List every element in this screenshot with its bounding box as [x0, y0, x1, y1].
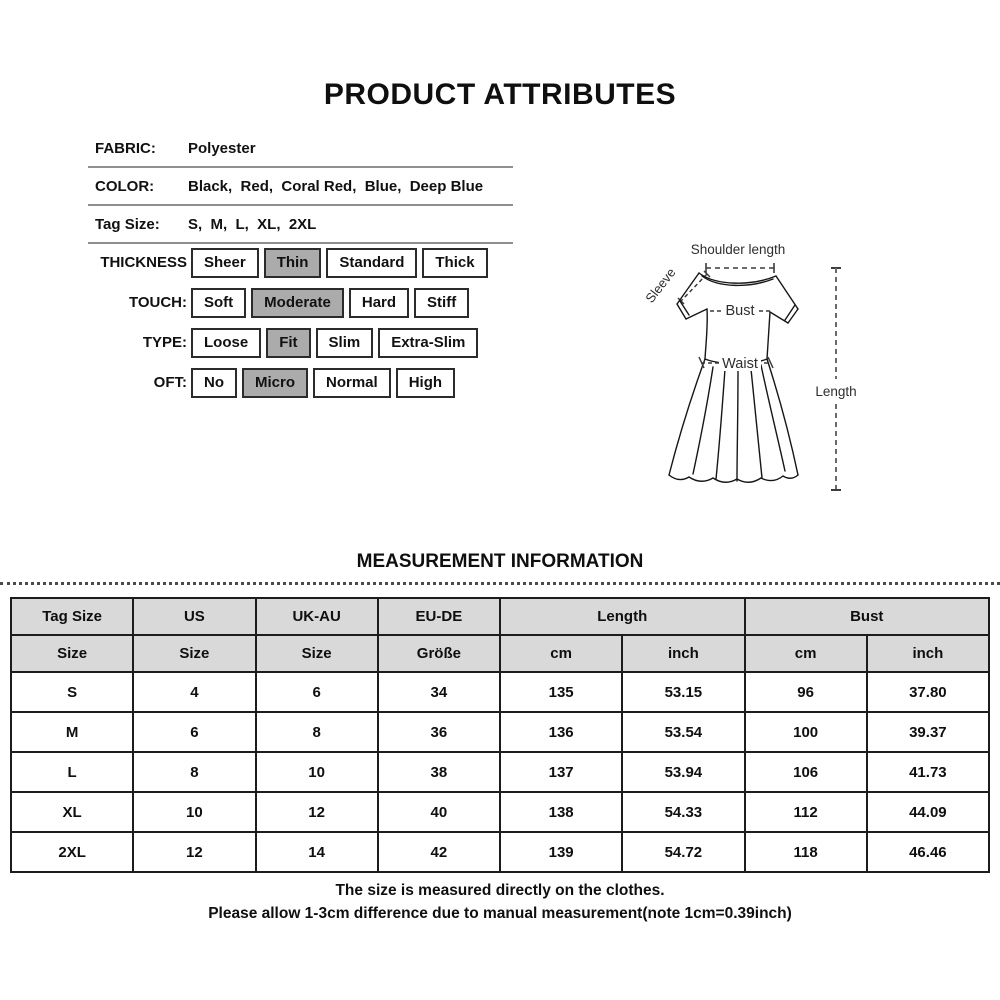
- option-chip-group-oft: [191, 368, 455, 398]
- sleeve-measure-line: [678, 271, 710, 304]
- option-chip-micro[interactable]: Micro: [242, 368, 308, 398]
- length-label: Length: [815, 384, 857, 399]
- measurement-title: MEASUREMENT INFORMATION: [356, 551, 644, 572]
- attribute-row-tag-size: [88, 206, 513, 244]
- attribute-label-fabric: FABRIC:: [95, 139, 156, 157]
- option-chip-soft[interactable]: Soft: [191, 288, 246, 318]
- option-chip-fit[interactable]: Fit: [266, 328, 310, 358]
- size-cell: 137: [500, 752, 622, 792]
- size-table-header-row-2: [11, 635, 989, 672]
- attribute-value-fabric: Polyester: [188, 139, 256, 157]
- size-cell-tag: 2XL: [11, 832, 133, 872]
- option-chip-stiff[interactable]: Stiff: [414, 288, 469, 318]
- footer-notes: [0, 879, 1000, 925]
- option-row-touch: [88, 288, 518, 318]
- size-cell-tag: S: [11, 672, 133, 712]
- size-cell: 53.94: [622, 752, 744, 792]
- option-chip-moderate[interactable]: Moderate: [251, 288, 344, 318]
- option-row-label-oft: OFT:: [153, 374, 187, 391]
- option-chip-slim[interactable]: Slim: [316, 328, 374, 358]
- size-cell-tag: M: [11, 712, 133, 752]
- size-cell: 10: [256, 752, 378, 792]
- size-cell-tag: L: [11, 752, 133, 792]
- size-cell: 136: [500, 712, 622, 752]
- size-cell: 4: [133, 672, 255, 712]
- size-cell: 118: [745, 832, 867, 872]
- attribute-value-color: Black, Red, Coral Red, Blue, Deep Blue: [188, 177, 484, 195]
- option-row-type: [88, 328, 518, 358]
- col-subheader-3-gr-e: Größe: [378, 635, 500, 672]
- col-subheader-2-size: Size: [256, 635, 378, 672]
- size-cell-tag: XL: [11, 792, 133, 832]
- waist-label: Waist: [722, 356, 758, 372]
- size-cell: 106: [745, 752, 867, 792]
- page-title: PRODUCT ATTRIBUTES: [323, 78, 677, 111]
- dress-diagram: [620, 230, 888, 504]
- option-row-label-type: TYPE:: [142, 334, 187, 351]
- size-cell: 34: [378, 672, 500, 712]
- size-cell: 6: [133, 712, 255, 752]
- option-row-label-thickness: THICKNESS: [100, 254, 187, 271]
- footer-note-2: Please allow 1-3cm difference due to manual measurement(note 1cm=0.39inch): [208, 905, 792, 922]
- col-subheader-5-inch: inch: [622, 635, 744, 672]
- size-cell: 39.37: [867, 712, 989, 752]
- size-cell: 53.54: [622, 712, 744, 752]
- attribute-row-fabric: [88, 130, 513, 168]
- option-row-oft: [88, 368, 518, 398]
- col-header-eu-de: EU-DE: [378, 598, 500, 635]
- option-chip-standard[interactable]: Standard: [326, 248, 417, 278]
- attributes-list: [88, 130, 513, 244]
- bust-label: Bust: [725, 303, 755, 319]
- col-header-us: US: [133, 598, 255, 635]
- size-cell: 6: [256, 672, 378, 712]
- size-cell: 96: [745, 672, 867, 712]
- size-cell: 44.09: [867, 792, 989, 832]
- size-row-m: [11, 712, 989, 752]
- size-cell: 41.73: [867, 752, 989, 792]
- col-header-length: Length: [500, 598, 745, 635]
- size-cell: 37.80: [867, 672, 989, 712]
- col-subheader-4-cm: cm: [500, 635, 622, 672]
- sleeve-label: Sleeve: [642, 265, 679, 306]
- length-measure-line: [831, 268, 841, 490]
- col-subheader-7-inch: inch: [867, 635, 989, 672]
- option-groups: [88, 248, 518, 408]
- size-cell: 112: [745, 792, 867, 832]
- size-row-xl: [11, 792, 989, 832]
- col-header-uk-au: UK-AU: [256, 598, 378, 635]
- attribute-label-tag-size: Tag Size:: [95, 215, 160, 233]
- option-row-label-touch: TOUCH:: [128, 294, 187, 311]
- col-subheader-1-size: Size: [133, 635, 255, 672]
- option-chip-group-thickness: [191, 248, 488, 278]
- size-table: [10, 597, 990, 873]
- col-subheader-6-cm: cm: [745, 635, 867, 672]
- option-chip-thick[interactable]: Thick: [422, 248, 487, 278]
- size-cell: 139: [500, 832, 622, 872]
- size-cell: 8: [256, 712, 378, 752]
- size-cell: 54.33: [622, 792, 744, 832]
- option-chip-group-type: [191, 328, 478, 358]
- option-chip-group-touch: [191, 288, 469, 318]
- size-cell: 54.72: [622, 832, 744, 872]
- col-header-tag-size: Tag Size: [11, 598, 133, 635]
- option-row-thickness: [88, 248, 518, 278]
- size-cell: 40: [378, 792, 500, 832]
- size-cell: 8: [133, 752, 255, 792]
- col-subheader-0-size: Size: [11, 635, 133, 672]
- option-chip-extra-slim[interactable]: Extra-Slim: [378, 328, 478, 358]
- size-cell: 10: [133, 792, 255, 832]
- size-cell: 46.46: [867, 832, 989, 872]
- attribute-label-color: COLOR:: [95, 177, 155, 195]
- attribute-row-color: [88, 168, 513, 206]
- size-row-l: [11, 752, 989, 792]
- size-row-2xl: [11, 832, 989, 872]
- size-row-s: [11, 672, 989, 712]
- col-header-bust: Bust: [745, 598, 990, 635]
- option-chip-thin[interactable]: Thin: [264, 248, 322, 278]
- size-cell: 42: [378, 832, 500, 872]
- shoulder-measure-line: [706, 263, 774, 273]
- size-cell: 14: [256, 832, 378, 872]
- option-chip-high[interactable]: High: [396, 368, 455, 398]
- size-cell: 53.15: [622, 672, 744, 712]
- attribute-value-tag-size: S, M, L, XL, 2XL: [188, 215, 317, 233]
- option-chip-hard[interactable]: Hard: [349, 288, 409, 318]
- size-cell: 38: [378, 752, 500, 792]
- size-cell: 138: [500, 792, 622, 832]
- bust-measure-line: [710, 300, 770, 319]
- shoulder-length-label: Shoulder length: [690, 242, 786, 257]
- size-cell: 100: [745, 712, 867, 752]
- option-chip-normal[interactable]: Normal: [313, 368, 391, 398]
- option-chip-sheer[interactable]: Sheer: [191, 248, 259, 278]
- size-table-header-row-1: [11, 598, 989, 635]
- size-cell: 12: [256, 792, 378, 832]
- option-chip-loose[interactable]: Loose: [191, 328, 261, 358]
- footer-note-1: The size is measured directly on the clothes.: [335, 882, 665, 899]
- size-cell: 12: [133, 832, 255, 872]
- size-cell: 36: [378, 712, 500, 752]
- option-chip-no[interactable]: No: [191, 368, 237, 398]
- dotted-divider: [0, 582, 1000, 585]
- size-cell: 135: [500, 672, 622, 712]
